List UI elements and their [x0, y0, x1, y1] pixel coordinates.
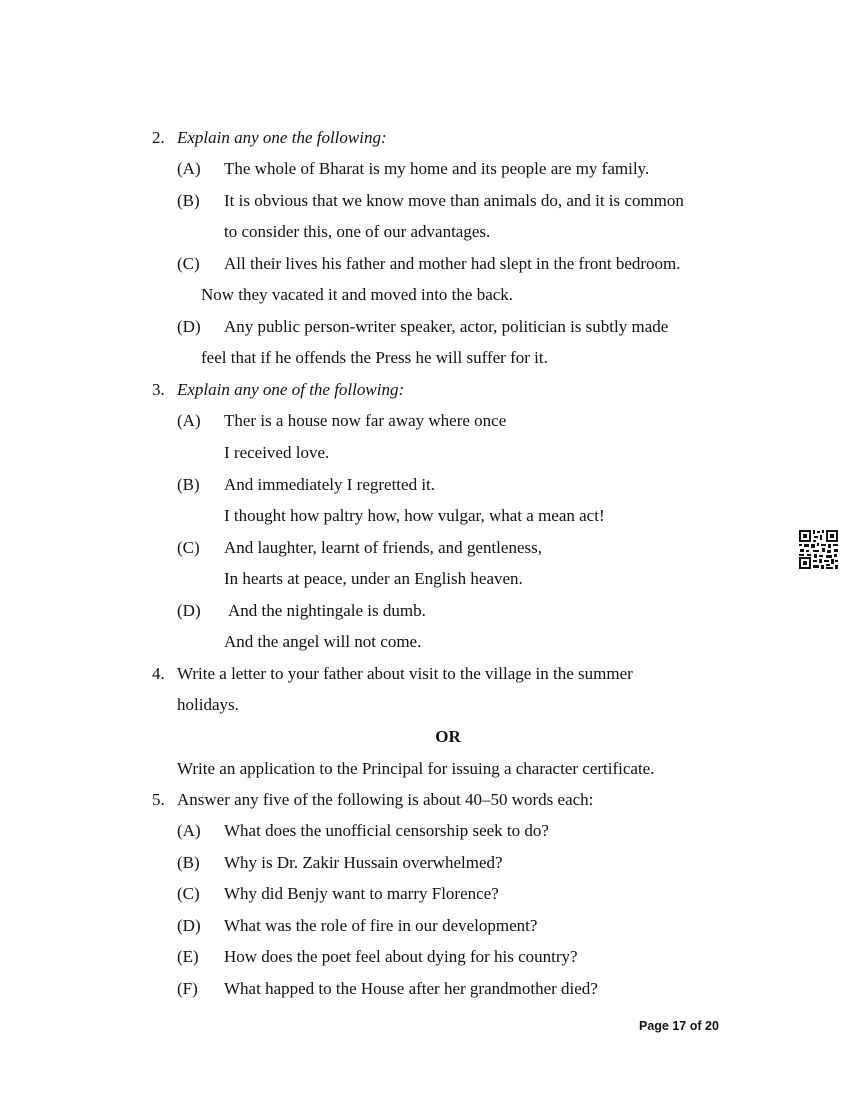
option-label: (D) — [177, 317, 201, 336]
option-label: (A) — [177, 411, 201, 430]
question-instruction: Answer any five of the following is about 40–50 words each: — [177, 790, 594, 809]
option-text: It is obvious that we know move than animals do, and it is common — [224, 191, 684, 210]
option-label: (C) — [177, 884, 200, 903]
page-number: Page 17 of 20 — [639, 1019, 719, 1033]
question-number: 4. — [152, 664, 165, 683]
option-label: (E) — [177, 947, 199, 966]
option-label: (B) — [177, 853, 200, 872]
option-text-continued: feel that if he offends the Press he will suffer for it. — [201, 348, 548, 367]
question-number: 5. — [152, 790, 165, 809]
option-text-continued: In hearts at peace, under an English heaven. — [224, 569, 523, 588]
option-label: (A) — [177, 821, 201, 840]
option-text: And the nightingale is dumb. — [228, 601, 426, 620]
option-text: And laughter, learnt of friends, and gentleness, — [224, 538, 542, 557]
option-label: (B) — [177, 191, 200, 210]
question-instruction: Explain any one of the following: — [177, 380, 405, 399]
option-label: (C) — [177, 538, 200, 557]
question-alternative: Write an application to the Principal for issuing a character certificate. — [177, 759, 655, 778]
qr-code-icon — [798, 529, 839, 570]
question-instruction: Explain any one the following: — [177, 128, 387, 147]
option-text: What happed to the House after her grandmother died? — [224, 979, 598, 998]
option-label: (C) — [177, 254, 200, 273]
option-label: (B) — [177, 475, 200, 494]
or-separator: OR — [435, 727, 461, 746]
option-label: (A) — [177, 159, 201, 178]
option-text-continued: I received love. — [224, 443, 330, 462]
option-text: Any public person-writer speaker, actor, politician is subtly made — [224, 317, 669, 336]
question-text-continued: holidays. — [177, 695, 239, 714]
option-text: What does the unofficial censorship seek to do? — [224, 821, 549, 840]
option-text: What was the role of fire in our development? — [224, 916, 538, 935]
option-label: (D) — [177, 601, 201, 620]
option-text: Ther is a house now far away where once — [224, 411, 507, 430]
option-label: (D) — [177, 916, 201, 935]
question-number: 3. — [152, 380, 165, 399]
option-text: The whole of Bharat is my home and its people are my family. — [224, 159, 650, 178]
option-text-continued: And the angel will not come. — [224, 632, 422, 651]
option-text: Why did Benjy want to marry Florence? — [224, 884, 499, 903]
option-text-continued: I thought how paltry how, how vulgar, what a mean act! — [224, 506, 605, 525]
option-text: And immediately I regretted it. — [224, 475, 436, 494]
option-text-continued: to consider this, one of our advantages. — [224, 222, 491, 241]
option-text: How does the poet feel about dying for his country? — [224, 947, 578, 966]
option-label: (F) — [177, 979, 198, 998]
option-text-continued: Now they vacated it and moved into the back. — [201, 285, 514, 304]
option-text: All their lives his father and mother had slept in the front bedroom. — [224, 254, 681, 273]
question-text: Write a letter to your father about visit to the village in the summer — [177, 664, 633, 683]
option-text: Why is Dr. Zakir Hussain overwhelmed? — [224, 853, 503, 872]
question-number: 2. — [152, 128, 165, 147]
